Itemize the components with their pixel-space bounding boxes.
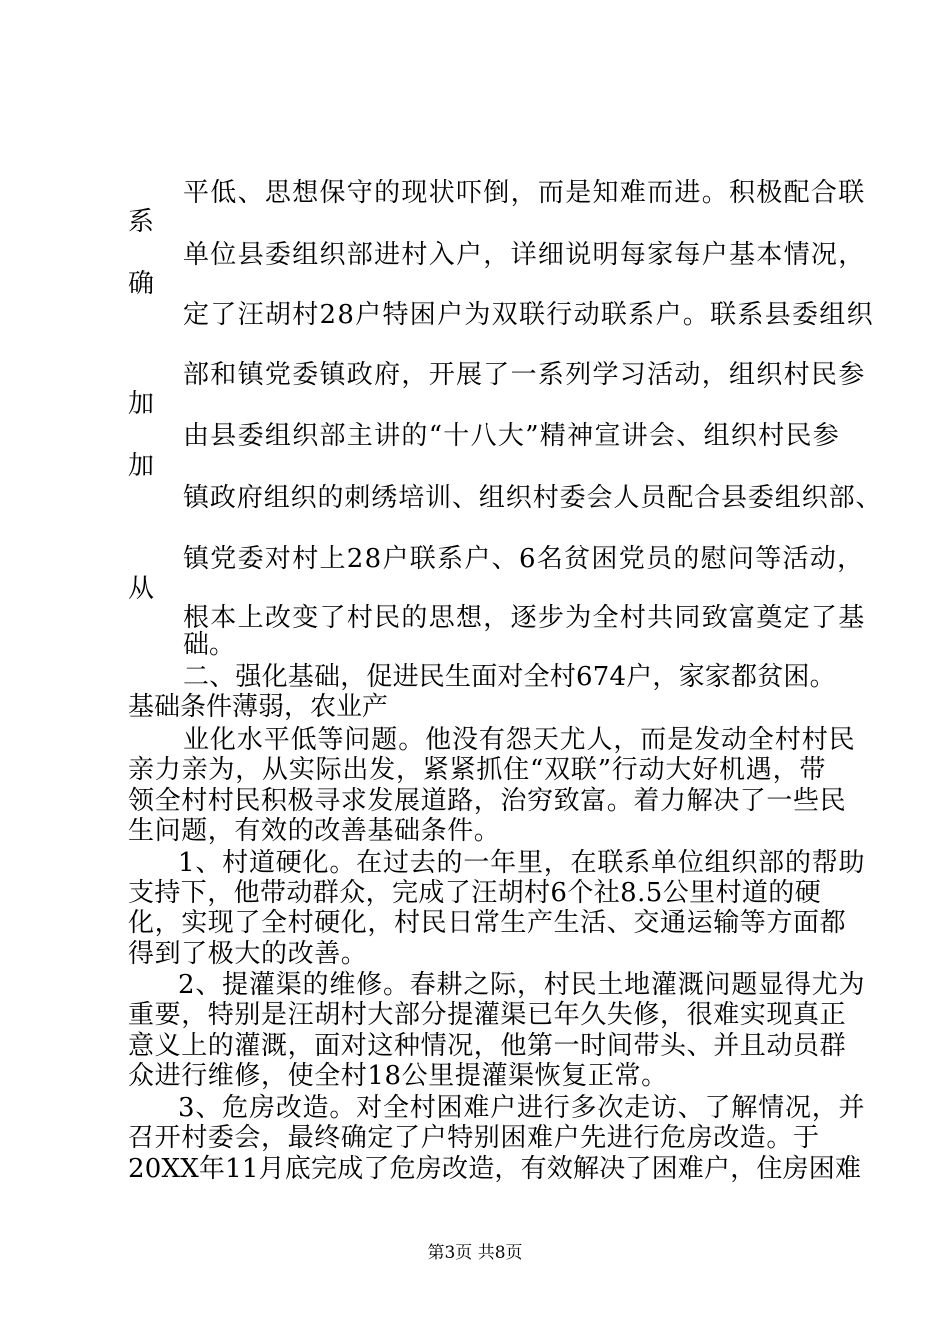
text-line: 得到了极大的改善。 xyxy=(128,939,368,969)
text-line: 生问题，有效的改善基础条件。 xyxy=(128,816,501,846)
text-line: 2、提灌渠的维修。春耕之际，村民土地灌溉问题显得尤为 xyxy=(178,970,866,1000)
text-line: 化，实现了全村硬化，村民日常生产生活、交通运输等方面都 xyxy=(128,908,847,938)
text-line: 部和镇党委镇政府，开展了一系列学习活动，组织村民参 xyxy=(183,360,866,390)
text-line: 众进行维修，使全村18公里提灌渠恢复正常。 xyxy=(128,1061,668,1091)
text-line: 召开村委会，最终确定了户特别困难户先进行危房改造。于 xyxy=(128,1123,820,1153)
text-line: 领全村村民积极寻求发展道路，治穷致富。着力解决了一些民 xyxy=(128,786,847,816)
text-line: 单位县委组织部进村入户，详细说明每家每户基本情况， xyxy=(183,240,866,270)
text-line: 1、村道硬化。在过去的一年里，在联系单位组织部的帮助 xyxy=(178,848,866,878)
text-line: 二、强化基础，促进民生面对全村674户，家家都贫困。 xyxy=(183,662,836,692)
text-line: 由县委组织部主讲的“十八大”精神宣讲会、组织村民参 xyxy=(183,421,841,451)
text-line: 基础条件薄弱，农业产 xyxy=(128,692,389,722)
text-line: 20XX年11月底完成了危房改造，有效解决了困难户，住房困难 xyxy=(128,1154,862,1184)
text-line: 亲力亲为，从实际出发，紧紧抓住“双联”行动大好机遇，带 xyxy=(128,755,827,785)
text-line: 定了汪胡村28户特困户为双联行动联系户。联系县委组织 xyxy=(183,300,874,330)
text-line: 系 xyxy=(128,207,155,237)
page-number-footer: 第3页 共8页 xyxy=(427,1243,523,1263)
text-line: 业化水平低等问题。他没有怨天尤人，而是发动全村村民 xyxy=(183,725,856,755)
text-line: 镇政府组织的刺绣培训、组织村委会人员配合县委组织部、 xyxy=(183,483,883,513)
text-line: 加 xyxy=(128,451,155,481)
text-line: 根本上改变了村民的思想，逐步为全村共同致富奠定了基 xyxy=(183,603,866,633)
text-line: 确 xyxy=(128,269,155,299)
text-line: 重要，特别是汪胡村大部分提灌渠已年久失修，很难实现真正 xyxy=(128,1000,847,1030)
text-line: 意义上的灌溉，面对这种情况，他第一时间带头、并且动员群 xyxy=(128,1031,847,1061)
text-line: 支持下，他带动群众，完成了汪胡村6个社8.5公里村道的硬 xyxy=(128,878,822,908)
text-line: 础。 xyxy=(183,630,236,660)
text-line: 加 xyxy=(128,389,155,419)
text-line: 平低、思想保守的现状吓倒，而是知难而进。积极配合联 xyxy=(183,178,866,208)
text-line: 镇党委对村上28户联系户、6名贫困党员的慰问等活动， xyxy=(183,544,865,574)
text-line: 3、危房改造。对全村困难户进行多次走访、了解情况，并 xyxy=(178,1093,866,1123)
text-line: 从 xyxy=(128,574,155,604)
